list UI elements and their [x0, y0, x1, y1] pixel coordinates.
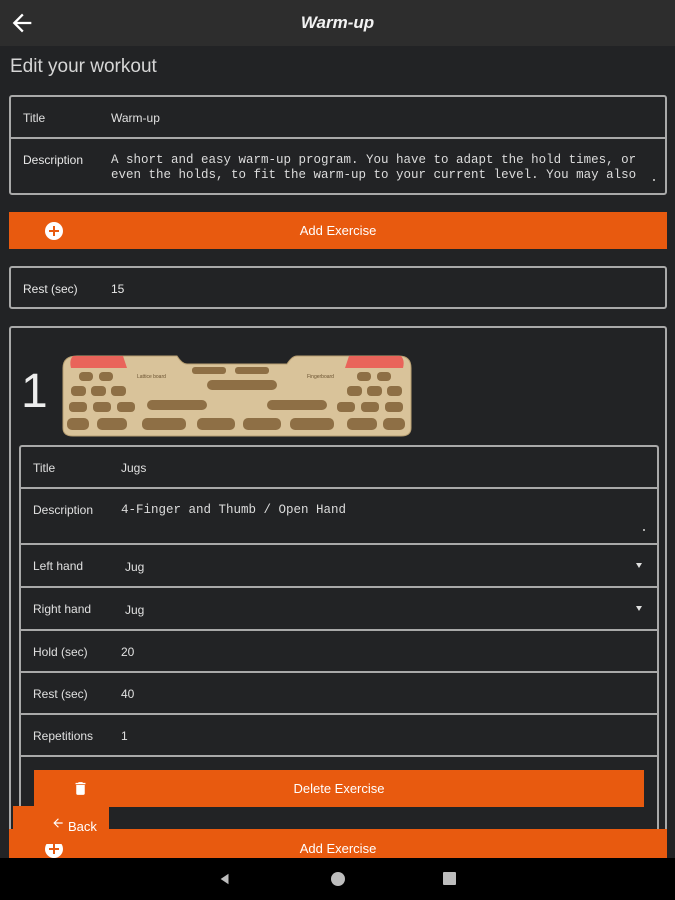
add-exercise-button[interactable]	[9, 212, 667, 249]
workout-title-input[interactable]: Warm-up	[111, 111, 160, 125]
repetitions-row[interactable]	[21, 715, 657, 757]
nav-back-icon[interactable]	[218, 872, 232, 886]
back-label: Back	[68, 819, 97, 834]
hold-input[interactable]: 20	[121, 645, 135, 659]
exercise-description-label: Description	[33, 503, 94, 517]
delete-exercise-button[interactable]	[34, 770, 644, 807]
exercise-title-row[interactable]	[21, 447, 657, 489]
system-nav-bar	[0, 858, 675, 900]
exercise-index: 1	[21, 365, 48, 418]
exercise-description-input[interactable]: 4-Finger and Thumb / Open Hand	[121, 503, 347, 517]
right-hand-row[interactable]	[21, 588, 657, 631]
resize-handle	[653, 179, 655, 181]
nav-recents-icon[interactable]	[443, 872, 456, 885]
caret-down-icon[interactable]	[636, 606, 642, 611]
repetitions-label: Repetitions	[33, 729, 94, 743]
workout-title-row[interactable]	[11, 97, 665, 139]
page-heading: Edit your workout	[10, 56, 157, 77]
workout-description-input[interactable]	[111, 153, 656, 183]
delete-exercise-label: Delete Exercise	[293, 781, 385, 796]
workout-description-line-1: A short and easy warm-up program. You have to adapt the hold times, or	[111, 153, 637, 167]
add-exercise-label: Add Exercise	[299, 223, 377, 238]
board-text-left: Lattice board	[137, 374, 166, 380]
right-hand-label: Right hand	[33, 602, 92, 616]
exercise-card	[9, 326, 667, 846]
board-text-right: Fingerboard	[307, 374, 334, 380]
left-hand-label: Left hand	[33, 559, 84, 573]
exercise-description-row[interactable]	[21, 489, 657, 545]
resize-handle	[643, 529, 645, 531]
rest-row[interactable]	[21, 673, 657, 715]
exercise-title-input[interactable]: Jugs	[121, 461, 147, 475]
workout-rest-box[interactable]	[9, 266, 667, 309]
repetitions-input[interactable]: 1	[121, 729, 128, 743]
exercise-form	[19, 445, 659, 850]
add-exercise-label-bottom: Add Exercise	[299, 841, 377, 856]
exercise-rest-input[interactable]: 40	[121, 687, 135, 701]
nav-home-icon[interactable]	[331, 872, 345, 886]
caret-down-icon[interactable]	[636, 563, 642, 568]
workout-description-label: Description	[23, 153, 84, 167]
back-arrow-icon	[51, 816, 65, 830]
app-title: Warm-up	[300, 13, 375, 32]
workout-info-box	[9, 95, 667, 195]
workout-description-line-2: even the holds, to fit the warm-up to your current level. You may also	[111, 168, 637, 182]
app-bar	[0, 0, 675, 46]
workout-description-row[interactable]	[11, 139, 665, 193]
workout-title-label: Title	[23, 111, 46, 125]
hold-label: Hold (sec)	[33, 645, 88, 659]
workout-rest-input[interactable]: 15	[111, 282, 125, 296]
left-hand-row[interactable]	[21, 545, 657, 588]
left-hand-select[interactable]: Jug	[125, 560, 145, 574]
exercise-title-label: Title	[33, 461, 56, 475]
back-fab-button[interactable]	[13, 806, 109, 844]
workout-rest-label: Rest (sec)	[23, 282, 78, 296]
hangboard-image	[57, 342, 417, 442]
hold-row[interactable]	[21, 631, 657, 673]
right-hand-select[interactable]: Jug	[125, 603, 145, 617]
exercise-rest-label: Rest (sec)	[33, 687, 88, 701]
